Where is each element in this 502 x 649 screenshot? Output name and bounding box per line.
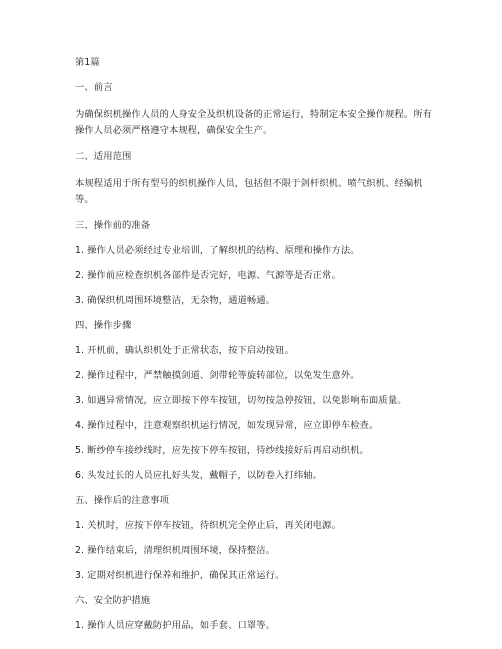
document-content (75, 57, 435, 632)
section-heading-preparation: 三、操作前的准备 (75, 220, 151, 231)
section-heading-scope: 二、适用范围 (75, 151, 132, 162)
section-heading-preface: 一、前言 (75, 82, 113, 93)
list-item: 1. 关机时，应按下停车按钮，待织机完全停止后，再关闭电源。 (75, 520, 341, 531)
list-item: 1. 开机前，确认织机处于正常状态，按下启动按钮。 (75, 345, 294, 356)
list-item: 3. 如遇异常情况，应立即按下停车按钮，切勿按急停按钮，以免影响布面质量。 (75, 395, 407, 406)
section-heading-protection: 六、安全防护措施 (75, 595, 151, 606)
list-item: 2. 操作过程中，严禁触摸剑道、剑带轮等旋转部位，以免发生意外。 (75, 370, 360, 381)
list-item: 2. 操作结束后，清理织机周围环境，保持整洁。 (75, 545, 276, 556)
list-item: 2. 操作前应检查织机各部件是否完好，电源、气源等是否正常。 (75, 270, 341, 281)
list-item: 1. 操作人员应穿戴防护用品，如手套、口罩等。 (75, 620, 276, 631)
part-title: 第1篇 (75, 57, 100, 68)
list-item: 3. 定期对织机进行保养和维护，确保其正常运行。 (75, 570, 285, 581)
list-item: 5. 断纱停车接纱线时，应先按下停车按钮，待纱线接好后再启动织机。 (75, 445, 370, 456)
list-item: 4. 操作过程中，注意观察织机运行情况，如发现异常，应立即停车检查。 (75, 420, 379, 431)
section-heading-steps: 四、操作步骤 (75, 320, 132, 331)
section-paragraph-preface: 为确保织机操作人员的人身安全及织机设备的正常运行，特制定本安全操作规程。所有操作人员必须严格遵守本规程，确保安全生产。 (75, 109, 433, 136)
list-item: 1. 操作人员必须经过专业培训，了解织机的结构、原理和操作方法。 (75, 245, 360, 256)
list-item: 3. 确保织机周围环境整洁，无杂物，通道畅通。 (75, 295, 276, 306)
list-item: 6. 头发过长的人员应扎好头发，戴帽子，以防卷入打纬轴。 (75, 470, 323, 481)
section-paragraph-scope: 本规程适用于所有型号的织机操作人员，包括但不限于剑杆织机、喷气织机、经编机等。 (75, 178, 423, 205)
section-heading-after-operation: 五、操作后的注意事项 (75, 495, 169, 506)
